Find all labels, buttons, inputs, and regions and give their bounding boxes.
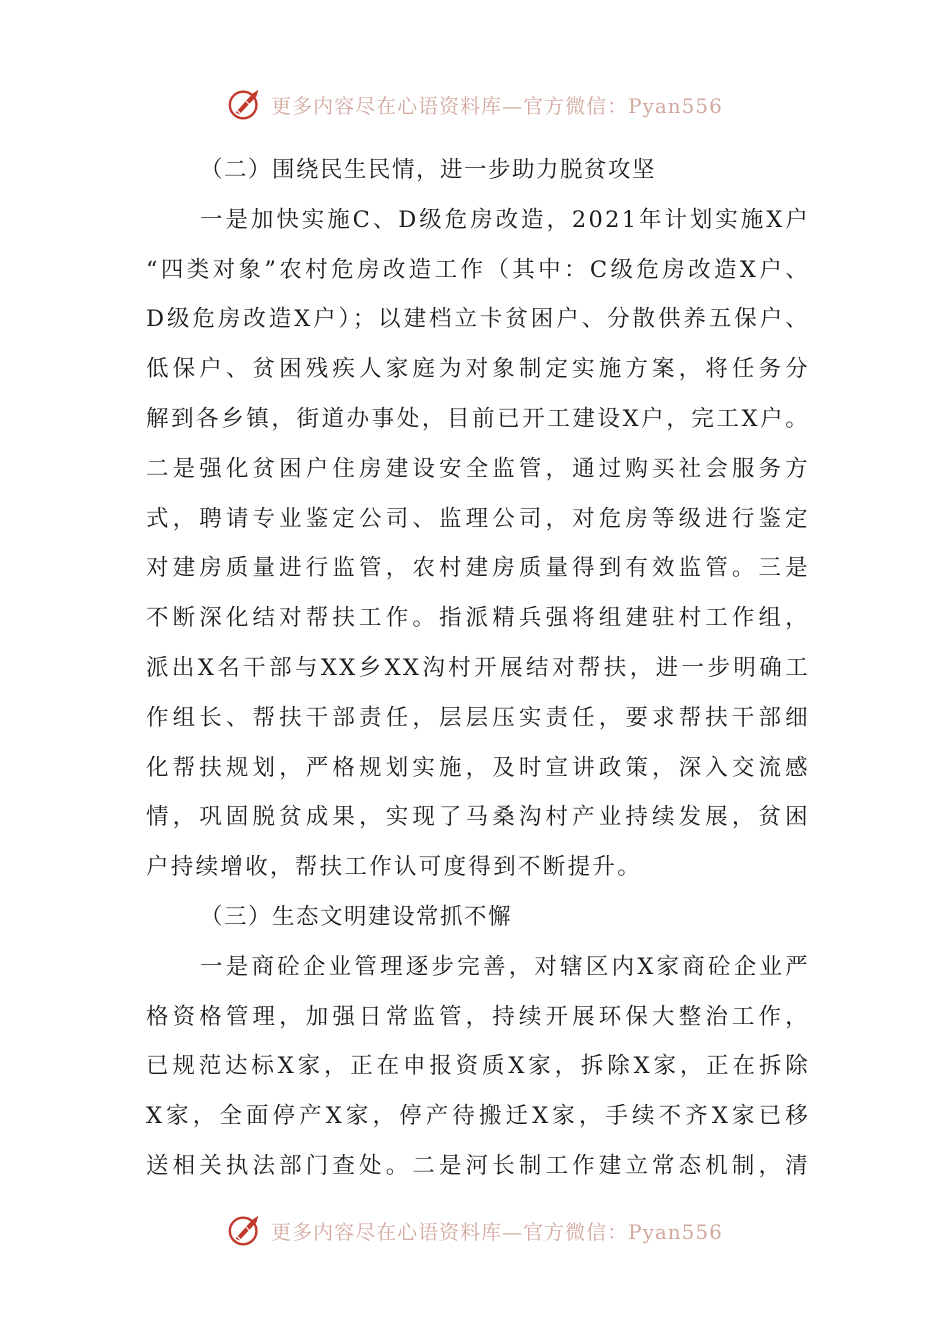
- pen-logo-icon: [227, 85, 265, 123]
- paragraph-line: 一是加快实施C、D级危房改造，2021年计划实施X户: [200, 206, 810, 233]
- watermark-header: [0, 82, 950, 126]
- watermark-text: 更多内容尽在心语资料库—官方微信：Pyan556: [271, 1219, 723, 1244]
- paragraph-line: 已规范达标X家，正在申报资质X家，拆除X家，正在拆除: [146, 1053, 810, 1080]
- paragraph-line: 对建房质量进行监管，农村建房质量得到有效监管。三是: [146, 555, 810, 582]
- paragraph-line: D级危房改造X户）；以建档立卡贫困户、分散供养五保户、: [146, 306, 810, 333]
- paragraph-line: 格资格管理，加强日常监管，持续开展环保大整治工作，: [146, 1003, 810, 1030]
- paragraph-line: 户持续增收，帮扶工作认可度得到不断提升。: [146, 854, 643, 881]
- paragraph-line: 作组长、帮扶干部责任，层层压实责任，要求帮扶干部细: [146, 704, 810, 731]
- watermark-text: 更多内容尽在心语资料库—官方微信：Pyan556: [271, 93, 723, 118]
- paragraph-line: 式，聘请专业鉴定公司、监理公司，对危房等级进行鉴定: [146, 505, 810, 532]
- paragraph-line: 解到各乡镇，街道办事处，目前已开工建设X户，完工X户。: [146, 405, 810, 432]
- watermark-footer: [0, 1208, 950, 1252]
- paragraph-line: 低保户、贫困残疾人家庭为对象制定实施方案，将任务分: [146, 356, 810, 383]
- document-body: [146, 146, 810, 1192]
- paragraph-line: 化帮扶规划，严格规划实施，及时宣讲政策，深入交流感: [146, 754, 810, 781]
- section-heading: （三）生态文明建设常抓不懈: [200, 903, 513, 930]
- paragraph-line: 送相关执法部门查处。二是河长制工作建立常态机制，清: [146, 1152, 810, 1179]
- paragraph-line: 情，巩固脱贫成果，实现了马桑沟村产业持续发展，贫困: [146, 804, 810, 831]
- section-heading: （二）围绕民生民情，进一步助力脱贫攻坚: [200, 157, 657, 183]
- paragraph-line: “四类对象”农村危房改造工作（其中：C级危房改造X户、: [146, 256, 810, 283]
- pen-logo-icon: [227, 1211, 265, 1249]
- paragraph-line: 一是商砼企业管理逐步完善，对辖区内X家商砼企业严: [200, 953, 810, 980]
- paragraph-line: X家，全面停产X家，停产待搬迁X家，手续不齐X家已移: [146, 1103, 810, 1130]
- paragraph-line: 派出X名干部与XX乡XX沟村开展结对帮扶，进一步明确工: [146, 654, 810, 681]
- paragraph-line: 二是强化贫困户住房建设安全监管，通过购买社会服务方: [146, 455, 810, 482]
- paragraph-line: 不断深化结对帮扶工作。指派精兵强将组建驻村工作组，: [146, 605, 810, 632]
